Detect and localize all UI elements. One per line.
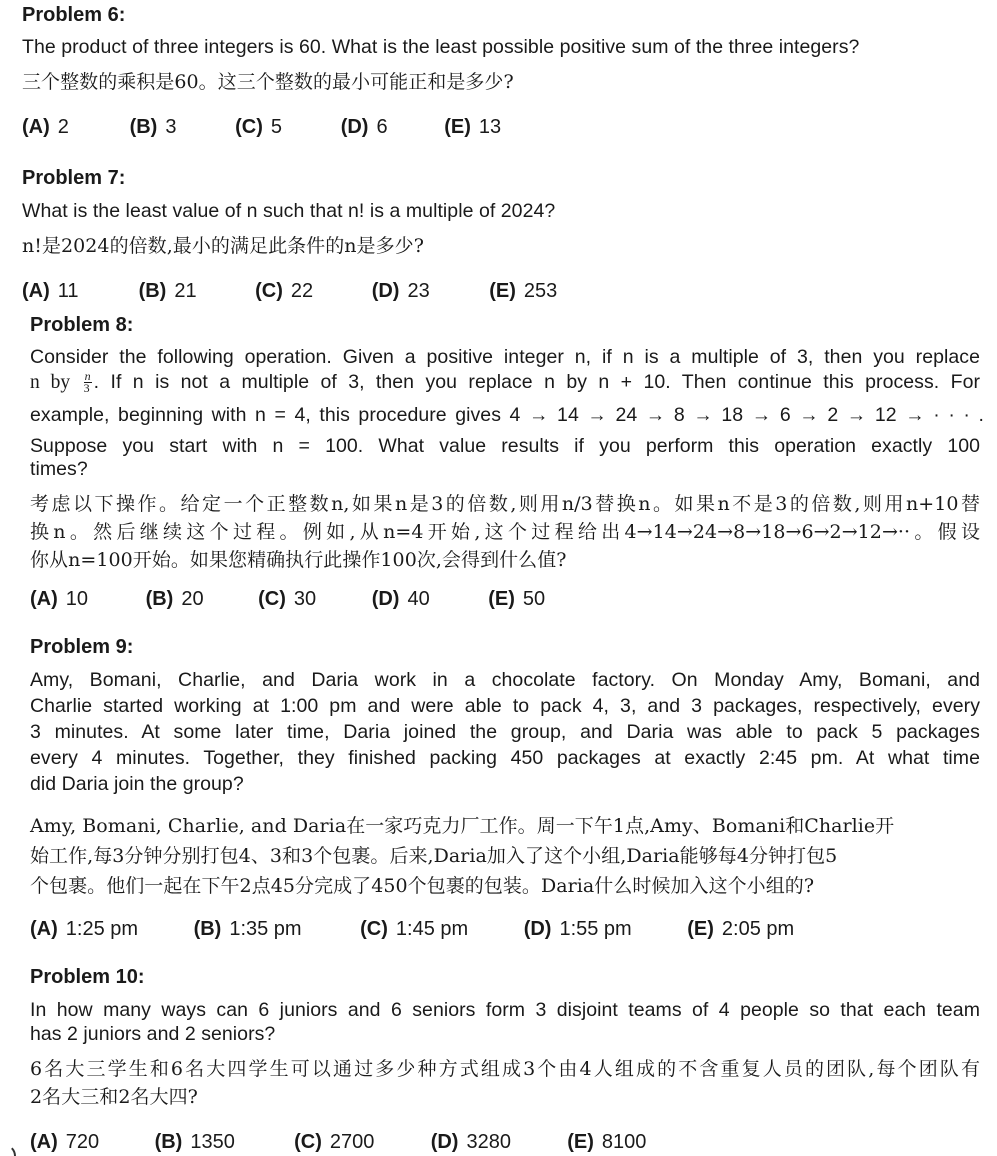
choice-a[interactable]: (A) 2 — [22, 116, 69, 138]
fraction-n-over-3: $\frac{n}{3}$ — [83, 369, 91, 396]
problem-title: Problem 10: — [30, 966, 145, 988]
problem-title: Problem 9: — [30, 636, 134, 658]
choice-d[interactable]: (D) 3280 — [430, 1131, 511, 1153]
problem-text-zh: 始工作,每3分钟分别打包4、3和3个包裹。后来,Daria加入了这个小组,Daria能够每4分钟打包5 — [30, 845, 838, 867]
problem-text-en: Suppose you start with n = 100. What value results if you perform this operation exactly 100 — [30, 435, 980, 457]
choice-d[interactable]: (D) 40 — [371, 588, 430, 610]
choice-c[interactable]: (C) 1:45 pm — [360, 918, 469, 940]
choice-e[interactable]: (E) 2:05 pm — [687, 918, 795, 940]
choice-d[interactable]: (D) 23 — [371, 280, 430, 302]
choice-e[interactable]: (E) 13 — [444, 116, 502, 138]
choice-c[interactable]: (C) 2700 — [294, 1131, 375, 1153]
problem-text-en: did Daria join the group? — [30, 773, 244, 795]
problem-text-en: What is the least value of n such that n! is a multiple of 2024? — [22, 200, 556, 222]
problem-text-zh: 你从n=100开始。如果您精确执行此操作100次,会得到什么值? — [30, 549, 567, 571]
problem-text-en: n by $\frac{n}{3}$ . If n is not a multiple of 3, then you replace n by n + 10. Then continue this process. For — [30, 369, 981, 396]
choice-b[interactable]: (B) 21 — [138, 280, 197, 302]
problem-text-en: Consider the following operation. Given a positive integer n, if n is a multiple of 3, then you replace — [30, 346, 980, 368]
problem-text-en: In how many ways can 6 juniors and 6 seniors form 3 disjoint teams of 4 people so that each team — [30, 999, 980, 1021]
problem-text-en: example, beginning with n = 4, this procedure gives 4 → 14 → 24 → 8 → 18 → 6 → 2 → 12 → · · · . — [30, 404, 984, 426]
problem-text-zh: n!是2024的倍数,最小的满足此条件的n是多少? — [22, 235, 424, 257]
problem-title: Problem 7: — [22, 167, 126, 189]
answer-choices — [22, 116, 501, 139]
choice-b[interactable]: (B) 1350 — [154, 1131, 235, 1153]
problem-title: Problem 8: — [30, 314, 134, 336]
choice-c[interactable]: (C) 5 — [235, 116, 283, 138]
choice-e[interactable]: (E) 50 — [488, 588, 546, 610]
choice-d[interactable]: (D) 6 — [340, 116, 388, 138]
choice-e[interactable]: (E) 253 — [489, 280, 558, 302]
choice-b[interactable]: (B) 1:35 pm — [193, 918, 302, 940]
choice-b[interactable]: (B) 3 — [129, 116, 177, 138]
choice-a[interactable]: (A) 720 — [30, 1131, 100, 1153]
choice-a[interactable]: (A) 11 — [22, 280, 79, 302]
problem-text-zh: 2名大三和2名大四? — [30, 1086, 198, 1108]
problem-text-en: Amy, Bomani, Charlie, and Daria work in a chocolate factory. On Monday Amy, Bomani, and — [30, 669, 980, 691]
answer-choices — [30, 918, 794, 941]
problem-text-zh: 考虑以下操作。给定一个正整数n,如果n是3的倍数,则用n/3替换n。如果n不是3的倍数,则用n+10替 — [30, 493, 980, 515]
answer-choices — [30, 1131, 646, 1154]
choice-e[interactable]: (E) 8100 — [567, 1131, 647, 1153]
problem-text-en: has 2 juniors and 2 seniors? — [30, 1023, 276, 1045]
problem-text-zh: 换n。然后继续这个过程。例如,从n=4开始,这个过程给出4→14→24→8→18→6→2→12→··。假设 — [30, 521, 980, 543]
choice-b[interactable]: (B) 20 — [145, 588, 204, 610]
problem-text-zh: 三个整数的乘积是60。这三个整数的最小可能正和是多少? — [22, 71, 514, 93]
choice-c[interactable]: (C) 30 — [258, 588, 317, 610]
choice-d[interactable]: (D) 1:55 pm — [523, 918, 632, 940]
page-corner-mark — [0, 1144, 16, 1156]
problem-text-zh: 6名大三学生和6名大四学生可以通过多少种方式组成3个由4人组成的不含重复人员的团队,每个团队有 — [30, 1058, 980, 1080]
problem-text-en: 3 minutes. At some later time, Daria joined the group, and Daria was able to pack 5 packages — [30, 721, 980, 743]
choice-a[interactable]: (A) 10 — [30, 588, 89, 610]
answer-choices — [30, 588, 545, 611]
problem-text-en: Charlie started working at 1:00 pm and were able to pack 4, 3, and 3 packages, respectively, every — [30, 695, 980, 717]
problem-text-zh: Amy, Bomani, Charlie, and Daria在一家巧克力厂工作。周一下午1点,Amy、Bomani和Charlie开 — [30, 815, 895, 837]
problem-text-zh: 个包裹。他们一起在下午2点45分完成了450个包裹的包装。Daria什么时候加入这个小组的? — [30, 875, 815, 897]
problem-text-en: every 4 minutes. Together, they finished packing 450 packages at exactly 2:45 pm. At what time — [30, 747, 980, 769]
answer-choices — [22, 280, 557, 303]
problem-text-en: The product of three integers is 60. What is the least possible positive sum of the three integers? — [22, 36, 860, 58]
choice-a[interactable]: (A) 1:25 pm — [30, 918, 139, 940]
choice-c[interactable]: (C) 22 — [255, 280, 314, 302]
problem-title: Problem 6: — [22, 4, 126, 26]
problem-text-en: times? — [30, 458, 88, 480]
